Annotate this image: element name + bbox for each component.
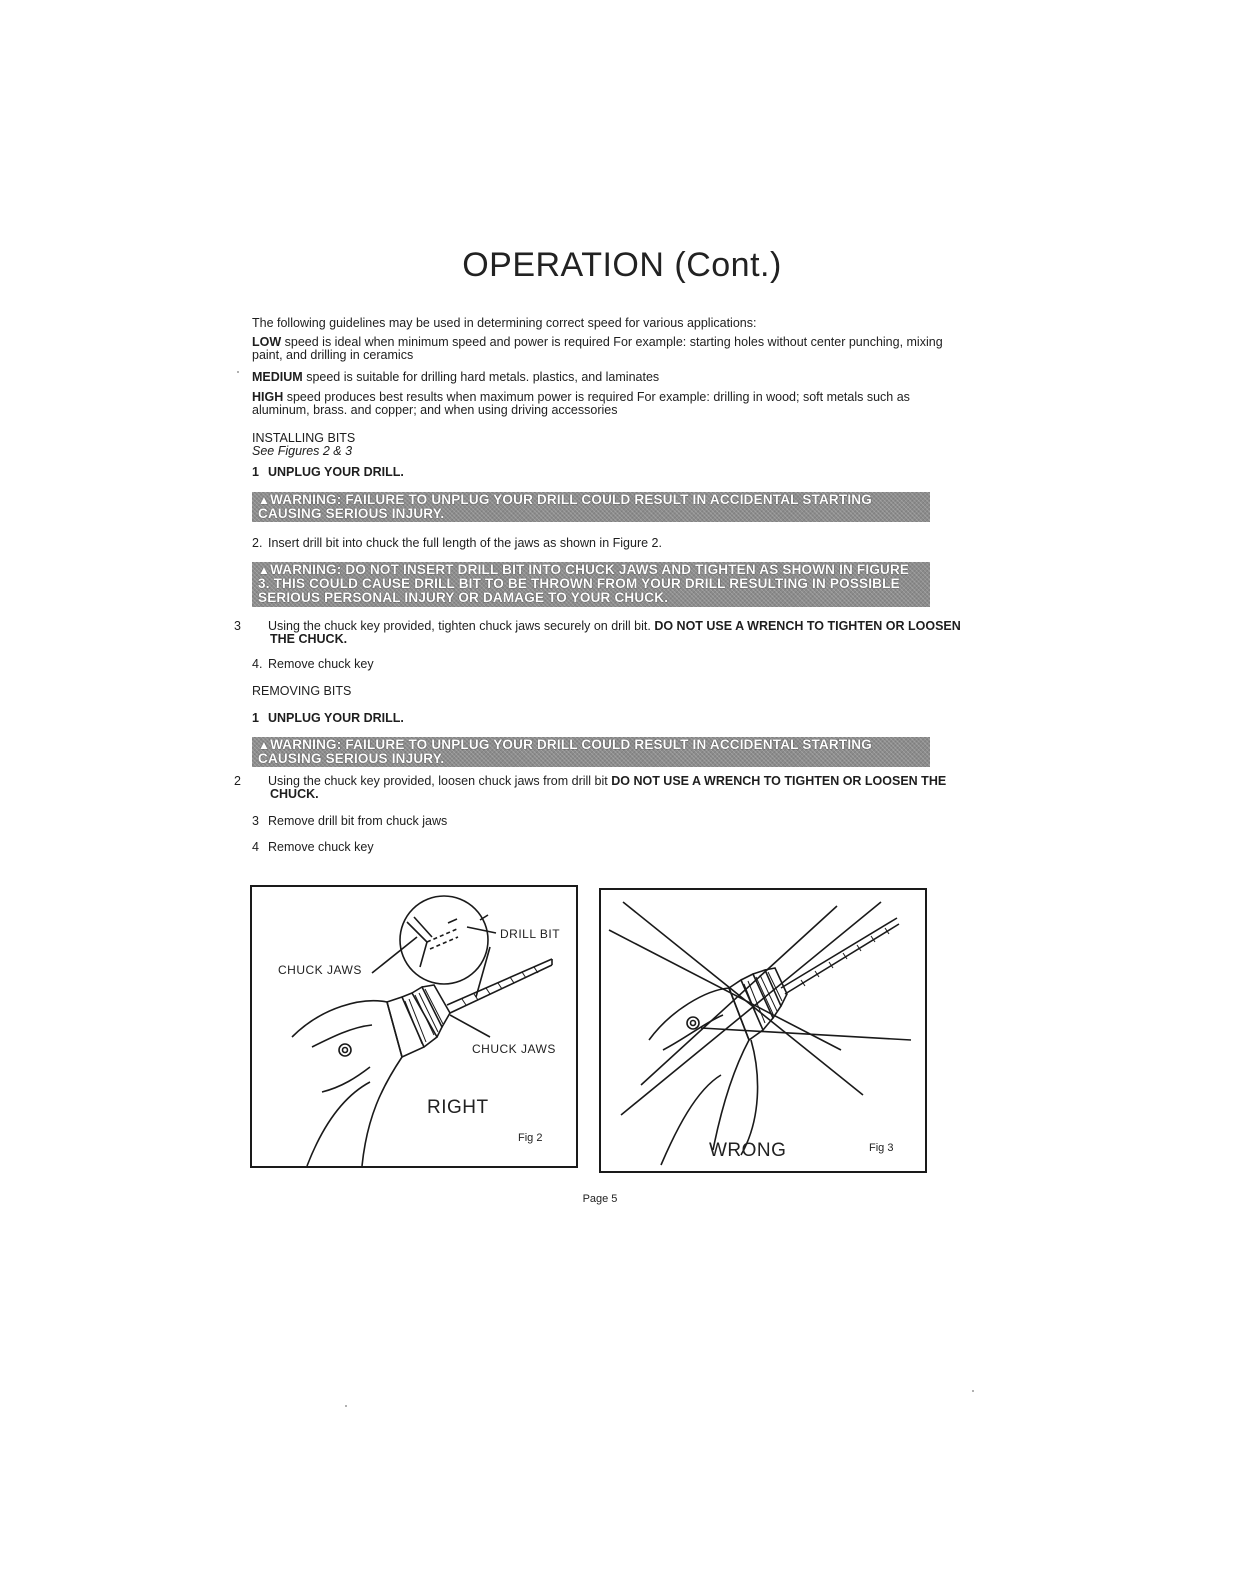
warning-banner-figure-3: [252, 562, 930, 607]
figure-3-caption: Fig 3: [869, 1142, 894, 1154]
step-text: UNPLUG YOUR DRILL.: [268, 465, 404, 479]
scan-speck: [345, 1405, 347, 1407]
warning-triangle-icon: ▲: [258, 493, 271, 507]
drill-wrong-illustration: [601, 890, 925, 1171]
removing-step-4: [252, 841, 374, 854]
speed-low-text: speed is ideal when minimum speed and power is required For example: starting holes without center punching, mixing paint, and drilling in ceramics: [252, 335, 943, 362]
page-number: Page 5: [582, 1193, 618, 1205]
warning-text: WARNING: FAILURE TO UNPLUG YOUR DRILL COULD RESULT IN ACCIDENTAL STARTING CAUSING SERIOUS INJURY.: [258, 492, 872, 521]
step-number: 3: [234, 619, 241, 633]
verdict-wrong: WRONG: [709, 1140, 787, 1161]
step-caution: DO NOT USE A WRENCH TO TIGHTEN OR LOOSEN THE CHUCK.: [270, 619, 961, 646]
figure-3-wrong: [599, 888, 927, 1173]
step-text: Insert drill bit into chuck the full length of the jaws as shown in Figure 2.: [268, 536, 662, 550]
step-text: Remove chuck key: [268, 657, 374, 671]
speed-high: [252, 391, 952, 416]
label-drill-bit: DRILL BIT: [500, 927, 561, 941]
step-text: UNPLUG YOUR DRILL.: [268, 711, 404, 725]
removing-step-2: [234, 774, 970, 801]
installing-heading: INSTALLING BITS: [252, 431, 356, 445]
verdict-right: RIGHT: [427, 1097, 489, 1118]
installing-step-3: [234, 619, 970, 646]
speed-medium-label: MEDIUM: [252, 370, 303, 384]
warning-triangle-icon: ▲: [258, 563, 271, 577]
speed-low-label: LOW: [252, 335, 282, 349]
step-number: 1: [252, 711, 259, 725]
removing-heading: REMOVING BITS: [252, 684, 352, 698]
speed-high-label: HIGH: [252, 390, 284, 404]
speed-low: [252, 336, 952, 361]
step-number: 2.: [252, 536, 263, 550]
scan-speck: [237, 371, 239, 373]
label-chuck-jaws-top: CHUCK JAWS: [278, 963, 362, 977]
warning-triangle-icon: ▲: [258, 738, 271, 752]
figure-2-caption: Fig 2: [518, 1132, 543, 1144]
step-text: Remove chuck key: [268, 840, 374, 854]
page-title: OPERATION (Cont.): [462, 246, 782, 284]
step-number: 2: [234, 774, 241, 788]
warning-banner-unplug-remove: [252, 737, 930, 767]
installing-subheading: See Figures 2 & 3: [252, 444, 353, 458]
figure-2-right: [250, 885, 578, 1168]
speed-medium-text: speed is suitable for drilling hard metals. plastics, and laminates: [306, 370, 660, 384]
step-text: Using the chuck key provided, loosen chuck jaws from drill bit: [268, 774, 608, 788]
step-number: 4: [252, 840, 259, 854]
step-number: 3: [252, 814, 259, 828]
removing-step-1: [252, 712, 404, 725]
speed-medium: [252, 371, 952, 384]
step-text: Using the chuck key provided, tighten chuck jaws securely on drill bit.: [268, 619, 651, 633]
step-number: 1: [252, 465, 259, 479]
step-number: 4.: [252, 657, 263, 671]
speed-high-text: speed produces best results when maximum power is required For example: drilling in wood; soft metals such as aluminum, brass. and copper; and when using driving accessories: [252, 390, 910, 417]
scan-speck: [972, 1390, 974, 1392]
step-text: Remove drill bit from chuck jaws: [268, 814, 448, 828]
installing-step-1: [252, 466, 404, 479]
label-chuck-jaws-bottom: CHUCK JAWS: [472, 1042, 556, 1056]
installing-step-2: [252, 537, 952, 550]
warning-banner-unplug-install: [252, 492, 930, 522]
step-caution: DO NOT USE A WRENCH TO TIGHTEN OR LOOSEN THE CHUCK.: [270, 774, 947, 801]
warning-text: WARNING: FAILURE TO UNPLUG YOUR DRILL COULD RESULT IN ACCIDENTAL STARTING CAUSING SERIOUS INJURY.: [258, 737, 872, 766]
removing-step-3: [252, 815, 447, 828]
intro-text: The following guidelines may be used in determining correct speed for various applications:: [252, 316, 757, 330]
warning-text: WARNING: DO NOT INSERT DRILL BIT INTO CHUCK JAWS AND TIGHTEN AS SHOWN IN FIGURE 3. THIS COULD CAUSE DRILL BIT TO BE THROWN FROM YOUR DRILL RESULTING IN POSSIBLE SERIOUS PERSONAL INJURY OR DAMAGE TO YOUR CHUCK.: [258, 562, 910, 605]
installing-step-4: [252, 658, 374, 671]
